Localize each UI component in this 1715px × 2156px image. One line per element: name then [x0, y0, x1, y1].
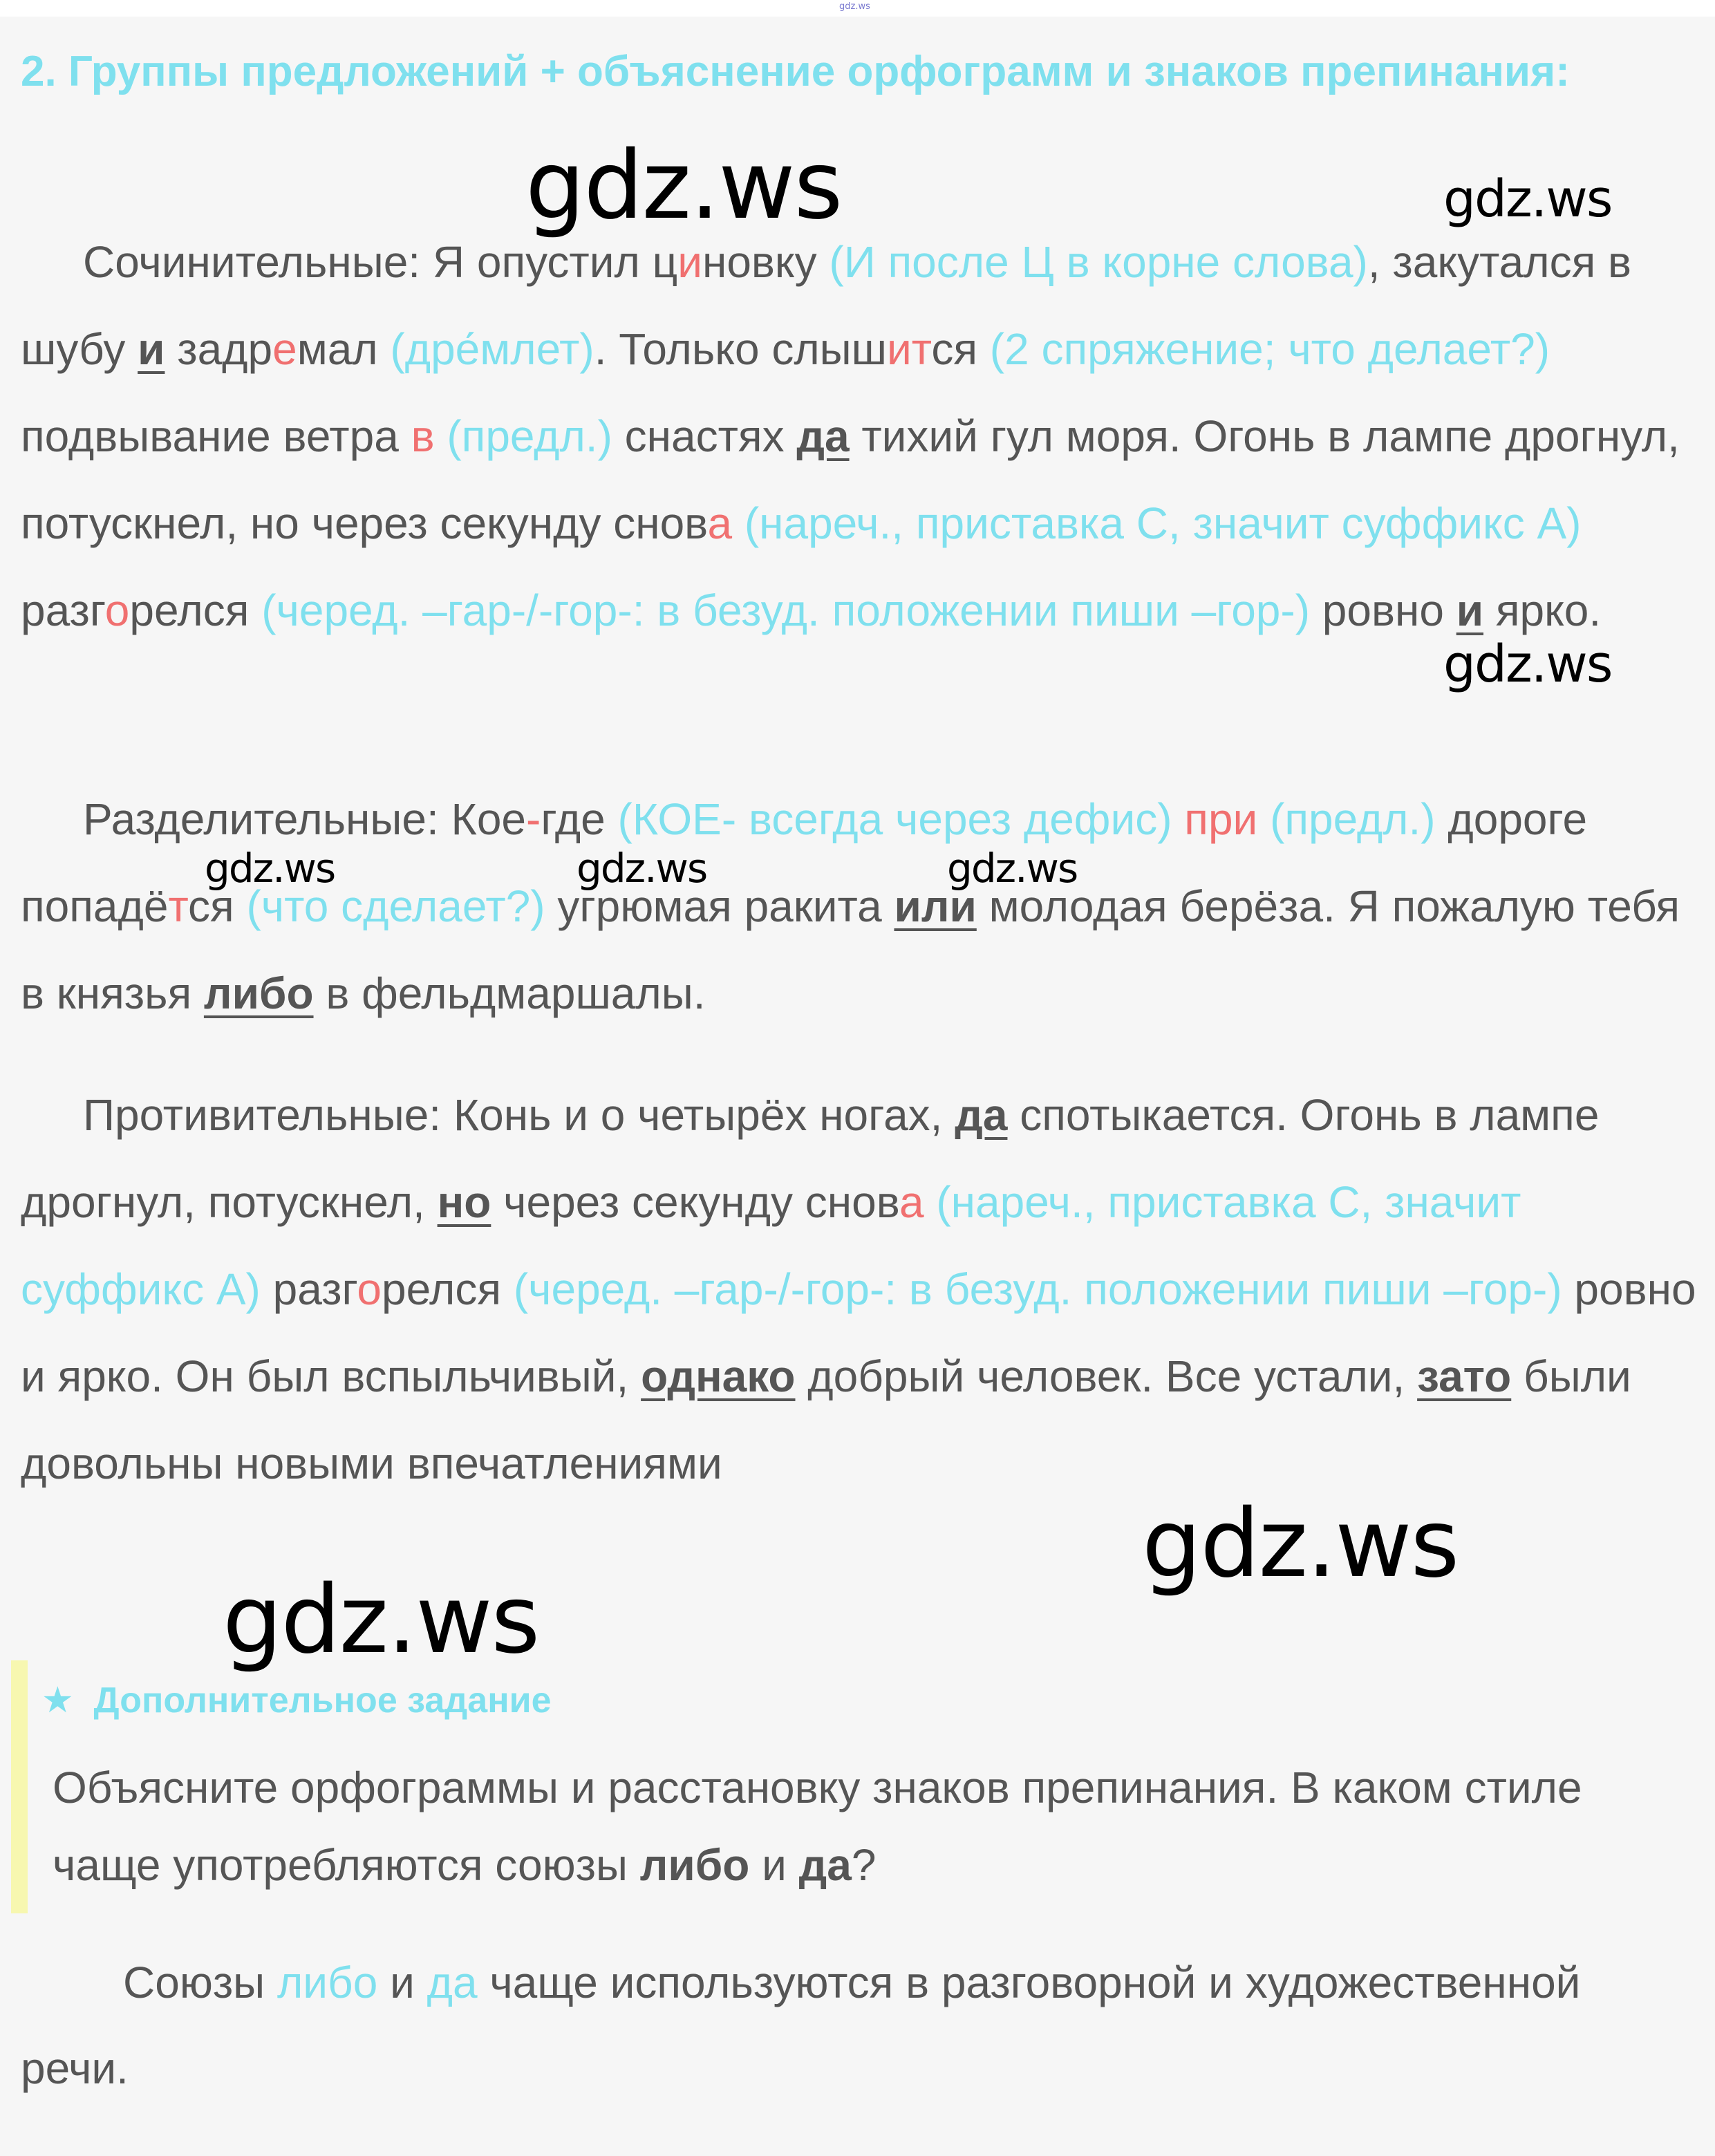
note: (нареч., приставка С, значит суффикс А): [744, 498, 1582, 548]
text: Я опустил ц: [420, 237, 678, 287]
extra-task-answer: [21, 1940, 1700, 2111]
conjunction: однако: [641, 1351, 796, 1401]
text: разг: [21, 585, 105, 635]
watermark: gdz.ws: [223, 1566, 539, 1675]
watermark: gdz.ws: [577, 845, 707, 892]
highlight-letter: е: [272, 324, 297, 374]
text: . Только слыш: [594, 324, 887, 374]
text: были довольны новыми впечатлениями: [21, 1351, 1631, 1488]
conjunction: либо: [203, 968, 314, 1018]
note: (И после Ц в корне слова): [829, 237, 1368, 287]
text: релся: [129, 585, 262, 635]
coordinating-paragraph: [21, 218, 1700, 654]
conjunction: или: [894, 881, 977, 931]
text: дороге попадё: [21, 794, 1588, 931]
conjunction: да: [796, 411, 850, 461]
page-title: 2. Группы предложений + объяснение орфограмм и знаков препинания:: [21, 48, 1570, 95]
text: новку: [702, 237, 830, 287]
note: (черед. –гар-/-гор-: в безуд. положении пиши –гор-): [261, 585, 1310, 635]
text: молодая берёза. Я пожалую тебя в князья: [21, 881, 1680, 1018]
text: спотыкается. Огонь в лампе дрогнул, потускнел,: [21, 1090, 1600, 1227]
highlight-letter: и: [677, 237, 702, 287]
highlight-word: либо: [277, 1958, 378, 2007]
watermark: gdz.ws: [205, 845, 335, 892]
watermark: gdz.ws: [525, 131, 842, 241]
bold-word: да: [798, 1840, 852, 1890]
text: задр: [165, 324, 273, 374]
note: (предл.): [447, 411, 612, 461]
text: снастях: [612, 411, 797, 461]
note: (предл.): [1270, 794, 1436, 844]
adversative-paragraph: [21, 1071, 1700, 1507]
space: [1172, 794, 1185, 844]
watermark: gdz.ws: [1443, 169, 1612, 229]
text: ?: [851, 1840, 877, 1890]
text: тихий гул моря. Огонь в лампе дрогнул, потускнел, но через секунду снов: [21, 411, 1680, 548]
space: [924, 1177, 937, 1227]
note: (черед. –гар-/-гор-: в безуд. положении пиши –гор-): [513, 1264, 1562, 1314]
text: ярко.: [1483, 585, 1602, 635]
extra-task-question: [53, 1749, 1663, 1904]
text: Конь и о четырёх ногах,: [441, 1090, 955, 1140]
watermark: gdz.ws: [1142, 1490, 1459, 1599]
conjunction: зато: [1417, 1351, 1512, 1401]
text: в фельдмаршалы.: [313, 968, 706, 1018]
text: через секунду снов: [491, 1177, 899, 1227]
conjunction: и: [138, 324, 165, 374]
conjunction: но: [437, 1177, 491, 1227]
note: (2 спряжение; что делает?): [989, 324, 1550, 374]
text: ровно и ярко. Он был вспыльчивый,: [21, 1264, 1696, 1401]
section-label: Разделительные:: [83, 794, 439, 844]
text: где: [541, 794, 618, 844]
text: Союзы: [123, 1958, 277, 2007]
conjunction: и: [1456, 585, 1484, 635]
extra-task-heading: [41, 1680, 552, 1721]
text: релся: [381, 1264, 514, 1314]
text: мал: [297, 324, 391, 374]
section-label: Противительные:: [83, 1090, 442, 1140]
conjunction: да: [955, 1090, 1008, 1140]
note: (нареч., приставка С, значит суффикс А): [21, 1177, 1521, 1314]
text: разг: [260, 1264, 357, 1314]
highlight-letter: а: [899, 1177, 924, 1227]
highlight-letter: т: [168, 881, 189, 931]
note: (КОЕ- всегда через дефис): [617, 794, 1172, 844]
space: [1257, 794, 1270, 844]
text: угрюмая ракита: [545, 881, 894, 931]
disjunctive-paragraph: [21, 776, 1700, 1037]
extra-task-title: Дополнительное задание: [93, 1680, 552, 1721]
text: ся: [188, 881, 247, 931]
star-icon: ★: [41, 1680, 74, 1721]
highlight-word: при: [1184, 794, 1258, 844]
text: подвывание ветра: [21, 411, 411, 461]
highlight-word: да: [427, 1958, 478, 2007]
text: ровно: [1310, 585, 1456, 635]
space: [732, 498, 744, 548]
space: [435, 411, 447, 461]
text: чаще используются в разговорной и художественной речи.: [21, 1958, 1581, 2093]
text: , закутался в шубу: [21, 237, 1632, 374]
text: ся: [931, 324, 990, 374]
header-watermark: gdz.ws: [839, 1, 870, 12]
highlight-letter: в: [411, 411, 435, 461]
text: и: [377, 1958, 427, 2007]
highlight-letter: о: [104, 585, 130, 635]
section-label: Сочинительные:: [83, 237, 421, 287]
text: добрый человек. Все устали,: [795, 1351, 1418, 1401]
bold-word: либо: [639, 1840, 750, 1890]
highlight-letter: -: [526, 794, 541, 844]
highlight-letter: а: [707, 498, 733, 548]
note: (что сделает?): [246, 881, 545, 931]
text: Объясните орфограммы и расстановку знаков препинания. В каком стиле чаще употребляются союзы: [53, 1763, 1582, 1890]
note: (дре́млет): [390, 324, 594, 374]
text: и: [749, 1840, 799, 1890]
watermark: gdz.ws: [947, 845, 1078, 892]
highlight-letter: ит: [887, 324, 932, 374]
text: Кое: [438, 794, 526, 844]
watermark: gdz.ws: [1443, 635, 1612, 694]
highlight-letter: о: [357, 1264, 382, 1314]
